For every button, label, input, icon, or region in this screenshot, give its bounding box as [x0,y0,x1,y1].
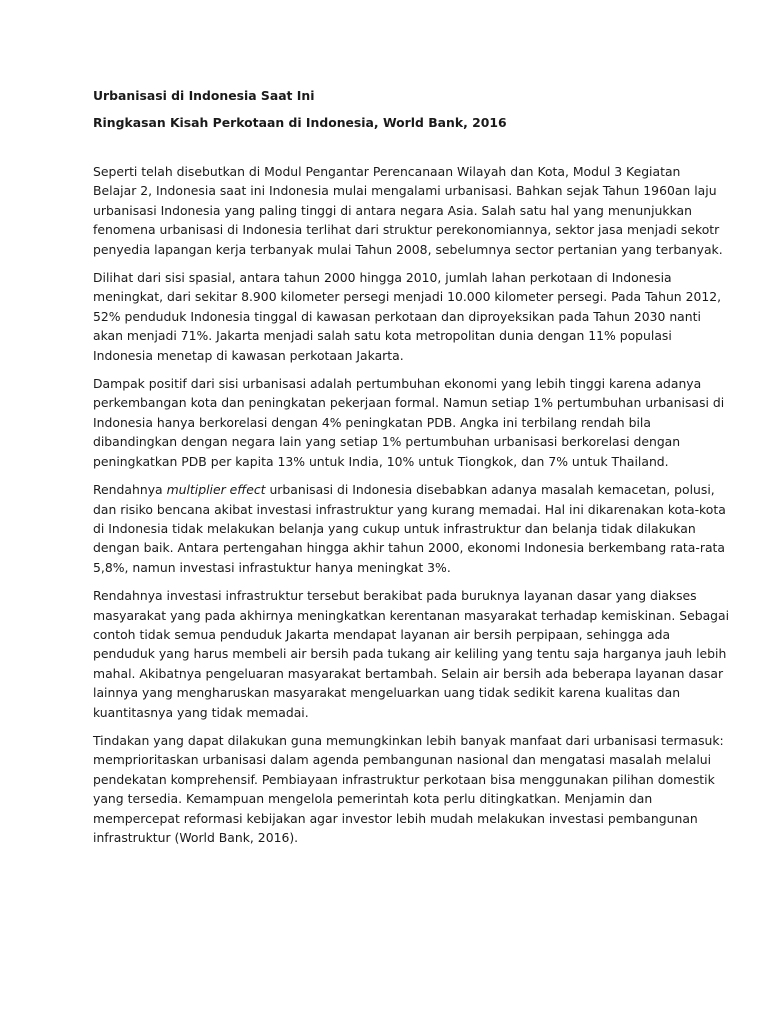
paragraph-line: mempercepat reformasi kebijakan agar investor lebih mudah melakukan investasi pembangunan [93,810,698,826]
paragraph-line: penyedia lapangan kerja terbanyak mulai Tahun 2008, sebelumnya sector pertanian yang terbanyak. [93,241,723,257]
paragraph-line: Seperti telah disebutkan di Modul Pengantar Perencanaan Wilayah dan Kota, Modul 3 Kegiatan [93,164,681,179]
paragraph-2 [93,268,722,365]
paragraph-line: Belajar 2, Indonesia saat ini Indonesia mulai mengalami urbanisasi. Bahkan sejak Tahun 1960an laju [93,183,717,199]
italic-term: multiplier effect [166,482,266,498]
paragraph-line: perkembangan kota dan peningkatan pekerjaan formal. Namun setiap 1% pertumbuhan urbanisasi di [93,395,725,411]
paragraph-line: dan risiko bencana akibat investasi infrastruktur yang kurang memadai. Hal ini dikarenakan kota-kota [93,501,726,517]
paragraph-line: akan menjadi 71%. Jakarta menjadi salah satu kota metropolitan dunia dengan 11% populasi [93,328,672,344]
paragraph-line: dibandingkan dengan negara lain yang setiap 1% pertumbuhan urbanisasi berkorelasi dengan [93,434,681,450]
paragraph-6 [93,731,724,847]
paragraph-line: 5,8%, namun investasi infrastuktur hanya meningkat 3%. [93,559,451,575]
paragraph-line: urbanisasi Indonesia yang paling tinggi di antara negara Asia. Salah satu hal yang menunjukkan [93,202,692,218]
paragraph-line: Indonesia menetap di kawasan perkotaan Jakarta. [93,347,404,363]
paragraph-line: lainnya yang mengharuskan masyarakat mengeluarkan uang tidak sedikit karena kualitas dan [93,685,681,701]
paragraph-line: peningkatkan PDB per kapita 13% untuk India, 10% untuk Tiongkok, dan 7% untuk Thailand. [93,453,669,469]
paragraph-line: memprioritaskan urbanisasi dalam agenda pembangunan nasional dan mengatasi masalah melalui [93,752,712,768]
paragraph-line: pendekatan komprehensif. Pembiayaan infrastruktur perkotaan bisa menggunakan pilihan domestik [93,771,715,787]
paragraph-line: infrastruktur (World Bank, 2016). [93,830,299,845]
paragraph-line: kuantitasnya yang tidak memadai. [93,704,309,720]
paragraph-1 [93,162,723,259]
paragraph-5 [93,586,730,722]
paragraph-line: 52% penduduk Indonesia tinggal di kawasan perkotaan dan diproyeksikan pada Tahun 2030 nanti [93,308,701,324]
paragraph-line: Indonesia hanya berkorelasi dengan 4% peningkatan PDB. Angka ini terbilang rendah bila [93,414,651,430]
document-subtitle: Ringkasan Kisah Perkotaan di Indonesia, World Bank, 2016 [93,115,507,130]
paragraph-line: Rendahnya investasi infrastruktur tersebut berakibat pada buruknya layanan dasar yang diakses [93,588,697,604]
paragraph-line [93,480,715,499]
paragraph-line: fenomena urbanisasi di Indonesia terlihat dari struktur perekonomiannya, sektor jasa menjadi sekotr [93,222,720,238]
paragraph-line: Tindakan yang dapat dilakukan guna memungkinkan lebih banyak manfaat dari urbanisasi termasuk: [93,732,724,748]
paragraph-line: Dilihat dari sisi spasial, antara tahun 2000 hingga 2010, jumlah lahan perkotaan di Indonesia [93,270,672,286]
paragraph-line: di Indonesia tidak melakukan belanja yang cukup untuk infrastruktur dan belanja tidak dilakukan [93,520,696,536]
paragraph-line: masyarakat yang pada akhirnya meningkatkan kerentanan masyarakat terhadap kemiskinan. Sebagai [93,607,730,623]
document-title: Urbanisasi di Indonesia Saat Ini [93,88,315,103]
paragraph-line: yang tersedia. Kemampuan mengelola pemerintah kota perlu ditingkatkan. Menjamin dan [93,791,653,807]
paragraph-line: meningkat, dari sekitar 8.900 kilometer persegi menjadi 10.000 kilometer persegi. Pada Tahun 2012, [93,289,722,305]
paragraph-line: penduduk yang harus membeli air bersih pada tukang air keliling yang tentu saja harganya jauh lebih [93,646,727,662]
paragraph-4 [93,480,726,577]
text-run: urbanisasi di Indonesia disebabkan adanya masalah kemacetan, polusi, [265,482,715,498]
paragraph-line: mahal. Akibatnya pengeluaran masyarakat bertambah. Selain air bersih ada beberapa layanan dasar [93,665,724,681]
paragraph-3 [93,374,725,471]
paragraph-line: contoh tidak semua penduduk Jakarta mendapat layanan air bersih perpipaan, sehingga ada [93,626,671,642]
document-body [93,86,730,856]
paragraph-line: Dampak positif dari sisi urbanisasi adalah pertumbuhan ekonomi yang lebih tinggi karena adanya [93,376,702,392]
paragraph-line: dengan baik. Antara pertengahan hingga akhir tahun 2000, ekonomi Indonesia berkembang rata-rata [93,540,725,556]
text-run: Rendahnya [93,482,167,498]
